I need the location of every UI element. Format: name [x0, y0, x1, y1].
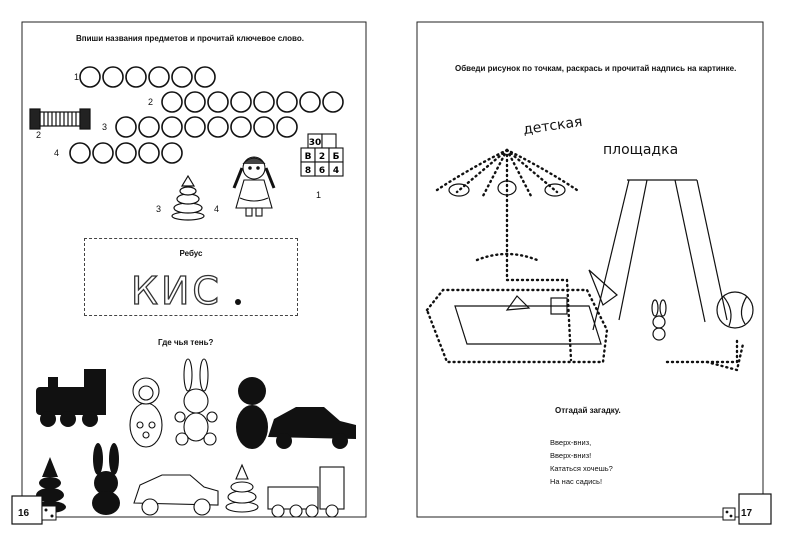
block-letter: 2: [318, 152, 326, 162]
picture-number-1: 1: [316, 190, 322, 200]
caption-word-1: детская: [522, 113, 584, 139]
bunny-picture: [175, 359, 217, 445]
train-picture: [268, 467, 344, 517]
train-shadow: [36, 369, 106, 427]
right-page: [407, 12, 779, 526]
rebus-word: КИС: [131, 269, 222, 313]
block-letter: В: [304, 152, 312, 162]
caption-word-2: площадка: [603, 142, 679, 158]
task1-title: Впиши названия предметов и прочитай ключевое слово.: [76, 34, 304, 43]
pyramid-toy-picture-2: [226, 465, 258, 512]
row-number-4: 4: [54, 148, 60, 158]
row-number-1: 1: [74, 72, 80, 82]
block-letter: 4: [332, 166, 340, 176]
riddle-title: Отгадай загадку.: [555, 406, 621, 415]
page-number-17: 17: [741, 508, 753, 519]
riddle-text: [550, 436, 613, 488]
car-picture: [134, 475, 218, 515]
matryoshka-picture: [130, 378, 162, 447]
alphabet-blocks-picture: [296, 132, 356, 182]
picture-number-2: 2: [36, 130, 42, 140]
rebus-dot: [235, 299, 241, 305]
accordion-picture: [30, 109, 90, 129]
block-letter: 6: [318, 166, 326, 176]
row-number-2: 2: [148, 97, 154, 107]
car-shadow: [268, 407, 356, 449]
riddle-line-2: Вверх-вниз!: [550, 451, 592, 460]
riddle-line-3: Кататься хочешь?: [550, 464, 613, 473]
block-letter: Б: [332, 152, 340, 162]
rebus-box: [84, 238, 298, 316]
playground-dotted-picture: [407, 130, 779, 390]
picture-number-3: 3: [156, 204, 162, 214]
riddle-line-4: На нас садись!: [550, 477, 603, 486]
right-task-title: Обведи рисунок по точкам, раскрась и прочитай надпись на картинке.: [455, 64, 737, 73]
pyramid-toy-picture: [168, 172, 208, 222]
bunny-shadow: [92, 443, 120, 515]
picture-number-4: 4: [214, 204, 220, 214]
row-number-3: 3: [102, 122, 108, 132]
riddle-line-1: Вверх-вниз,: [550, 438, 592, 447]
rebus-title: Ребус: [179, 249, 203, 258]
left-page: [6, 12, 378, 526]
block-letter: 30: [308, 138, 322, 148]
matryoshka-shadow: [236, 377, 268, 449]
shadows-title: Где чья тень?: [158, 338, 214, 347]
shadows-illustration: [6, 347, 378, 522]
page-number-16: 16: [18, 508, 30, 519]
doll-picture: [224, 150, 284, 225]
block-letter: 8: [304, 166, 312, 176]
